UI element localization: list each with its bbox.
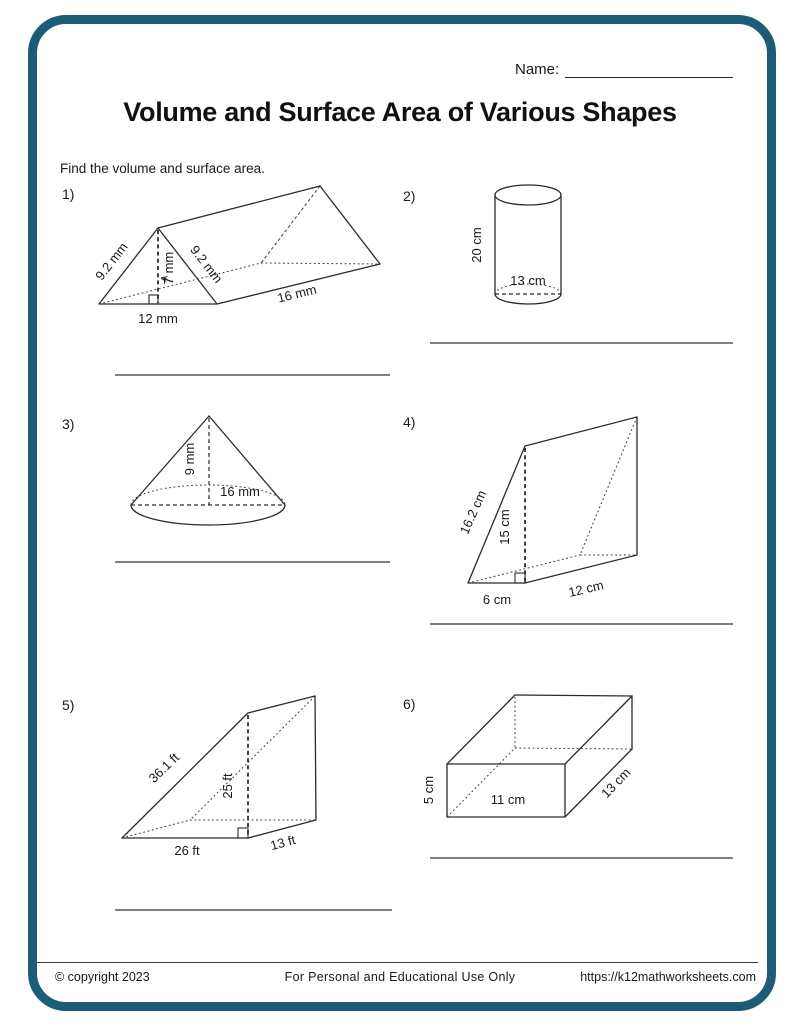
instruction-text: Find the volume and surface area. [60,161,265,176]
p2-height-label: 20 cm [469,227,484,263]
problem-3-number: 3) [62,416,75,432]
problem-1-number: 1) [62,186,75,202]
problem-5-number: 5) [62,697,75,713]
answer-line-6 [430,857,733,859]
p2-diameter-label: 13 cm [510,273,546,288]
problem-2-number: 2) [403,188,416,204]
p1-right-side-label: 9.2 mm [187,242,226,286]
footer-divider [36,962,758,963]
p1-base-label: 12 mm [138,311,178,326]
p5-hypotenuse-label: 36.1 ft [145,749,183,786]
footer-url: https://k12mathworksheets.com [580,970,756,984]
p6-depth-label: 13 cm [598,764,634,801]
p5-length-label: 13 ft [268,832,297,854]
answer-line-5 [115,909,392,911]
name-row [515,60,733,78]
figure-triangular-prism-1 [55,180,400,330]
problem-6-number: 6) [403,696,416,712]
answer-line-3 [115,561,390,563]
p6-height-label: 5 cm [421,775,436,805]
p3-diameter-label: 16 mm [220,484,260,499]
name-label: Name: [515,61,560,78]
answer-line-4 [430,623,733,625]
figure-rectangular-prism-6 [420,685,660,830]
p1-length-label: 16 mm [275,281,319,306]
p4-hypotenuse-label: 16.2 cm [456,487,490,537]
answer-line-2 [430,342,733,344]
p5-height-label: 25 ft [220,773,235,799]
page-title: Volume and Surface Area of Various Shapes [123,97,677,127]
p4-length-label: 12 cm [567,577,605,600]
p3-height-label: 9 mm [182,442,197,476]
figure-cone-3 [120,405,305,530]
p1-left-side-label: 9.2 mm [92,239,131,283]
footer-usage-text: For Personal and Educational Use Only [284,970,516,984]
figure-right-triangular-prism-5 [90,690,340,865]
p4-base-label: 6 cm [482,592,512,607]
footer-copyright: © copyright 2023 [55,970,150,984]
p6-width-label: 11 cm [490,792,526,807]
p1-height-label: 7 mm [161,251,176,285]
answer-line-1 [115,374,390,376]
figure-cylinder-2 [450,175,610,315]
name-blank-line [565,60,733,78]
problem-4-number: 4) [403,414,416,430]
p5-base-label: 26 ft [174,843,200,858]
figure-right-triangular-prism-4 [440,405,660,615]
p4-height-label: 15 cm [497,509,512,545]
